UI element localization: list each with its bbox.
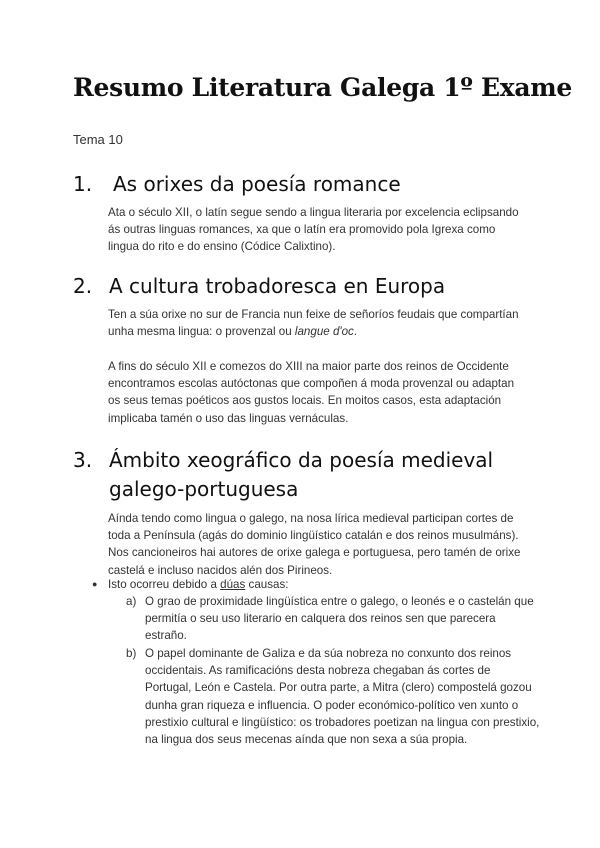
section-3-heading xyxy=(73,446,493,504)
sub-item-label: a) xyxy=(126,595,137,608)
bullet-text-post: causas: xyxy=(245,578,289,591)
sub-item-text: O papel dominante de Galiza e da súa nobreza no conxunto dos reinos occidentais. As ramificacións desta nobreza chegaban ás cortes de Portugal, León e Castela. Por outra parte, a Mitra (clero) compostelá gozou dunha gran riqueza e influencia. O poder económico-político ven xunto o prestixio cultural e lingüístico: os trobadores poetizan na lingua con prestixio, na lingua dos seus mecenas aínda que non sexa a súa propia. xyxy=(145,647,540,747)
bullet-marker: ● xyxy=(92,579,98,589)
section-1-paragraph: Ata o século XII, o latín segue sendo a lingua literaria por excelencia eclipsando ás outras linguas romances, xa que o latín era promovido pola Igrexa como lingua do rito e do ensino (Códice Calixtino). xyxy=(108,206,519,254)
sub-item-label: b) xyxy=(126,647,137,660)
section-3-title-line-2: galego-portuguesa xyxy=(109,477,299,501)
bullet-text-underlined: dúas xyxy=(220,578,246,591)
sub-item-text: O grao de proximidade lingüística entre o galego, o leonés e o castelán que permitía o seu uso literario en calquera dos reinos sen que parecera estraño. xyxy=(145,595,534,643)
document-title: Resumo Literatura Galega 1º Exame xyxy=(73,73,573,102)
section-3-title xyxy=(109,446,493,504)
bullet-text-pre: Isto ocorreu debido a xyxy=(108,578,221,591)
section-3-number: 3. xyxy=(73,448,93,472)
section-1-number: 1. xyxy=(73,172,93,196)
section-1-heading xyxy=(73,170,401,199)
section-3-paragraph: Aínda tendo como lingua o galego, na nosa lírica medieval participan cortes de toda a Península (agás do dominio lingüístico catalán e dos reinos musulmáns). Nos cancioneiros hai autores de orixe galega e portuguesa, pero tamén de orixe castelá e incluso nacidos alén dos Pirineos. xyxy=(108,512,521,577)
section-2-paragraph-2: A fins do século XII e comezos do XIII na maior parte dos reinos de Occidente encontramos escolas autóctonas que compoñen á moda provenzal ou adaptan os seus temas poéticos aos gustos locais. En moitos casos, esta adaptación implicaba tamén o uso das linguas vernáculas. xyxy=(108,360,515,425)
bullet-text xyxy=(108,576,288,593)
section-2-p1-end: . xyxy=(353,325,358,339)
section-2-paragraph-1 xyxy=(108,306,528,340)
section-2-number: 2. xyxy=(73,274,93,298)
section-3-title-line-1: Ámbito xeográfico da poesía medieval xyxy=(109,448,494,472)
section-2-heading xyxy=(73,272,445,301)
section-2-title: A cultura trobadoresca en Europa xyxy=(109,274,446,298)
section-2-p1-text: Ten a súa orixe no sur de Francia nun feixe de señoríos feudais que compartían unha mesma lingua: o provenzal ou xyxy=(108,308,519,339)
section-2-p1-italic: langue d'oc xyxy=(294,325,354,339)
section-1-title: As orixes da poesía romance xyxy=(113,172,401,196)
topic-label: Tema 10 xyxy=(73,132,123,147)
